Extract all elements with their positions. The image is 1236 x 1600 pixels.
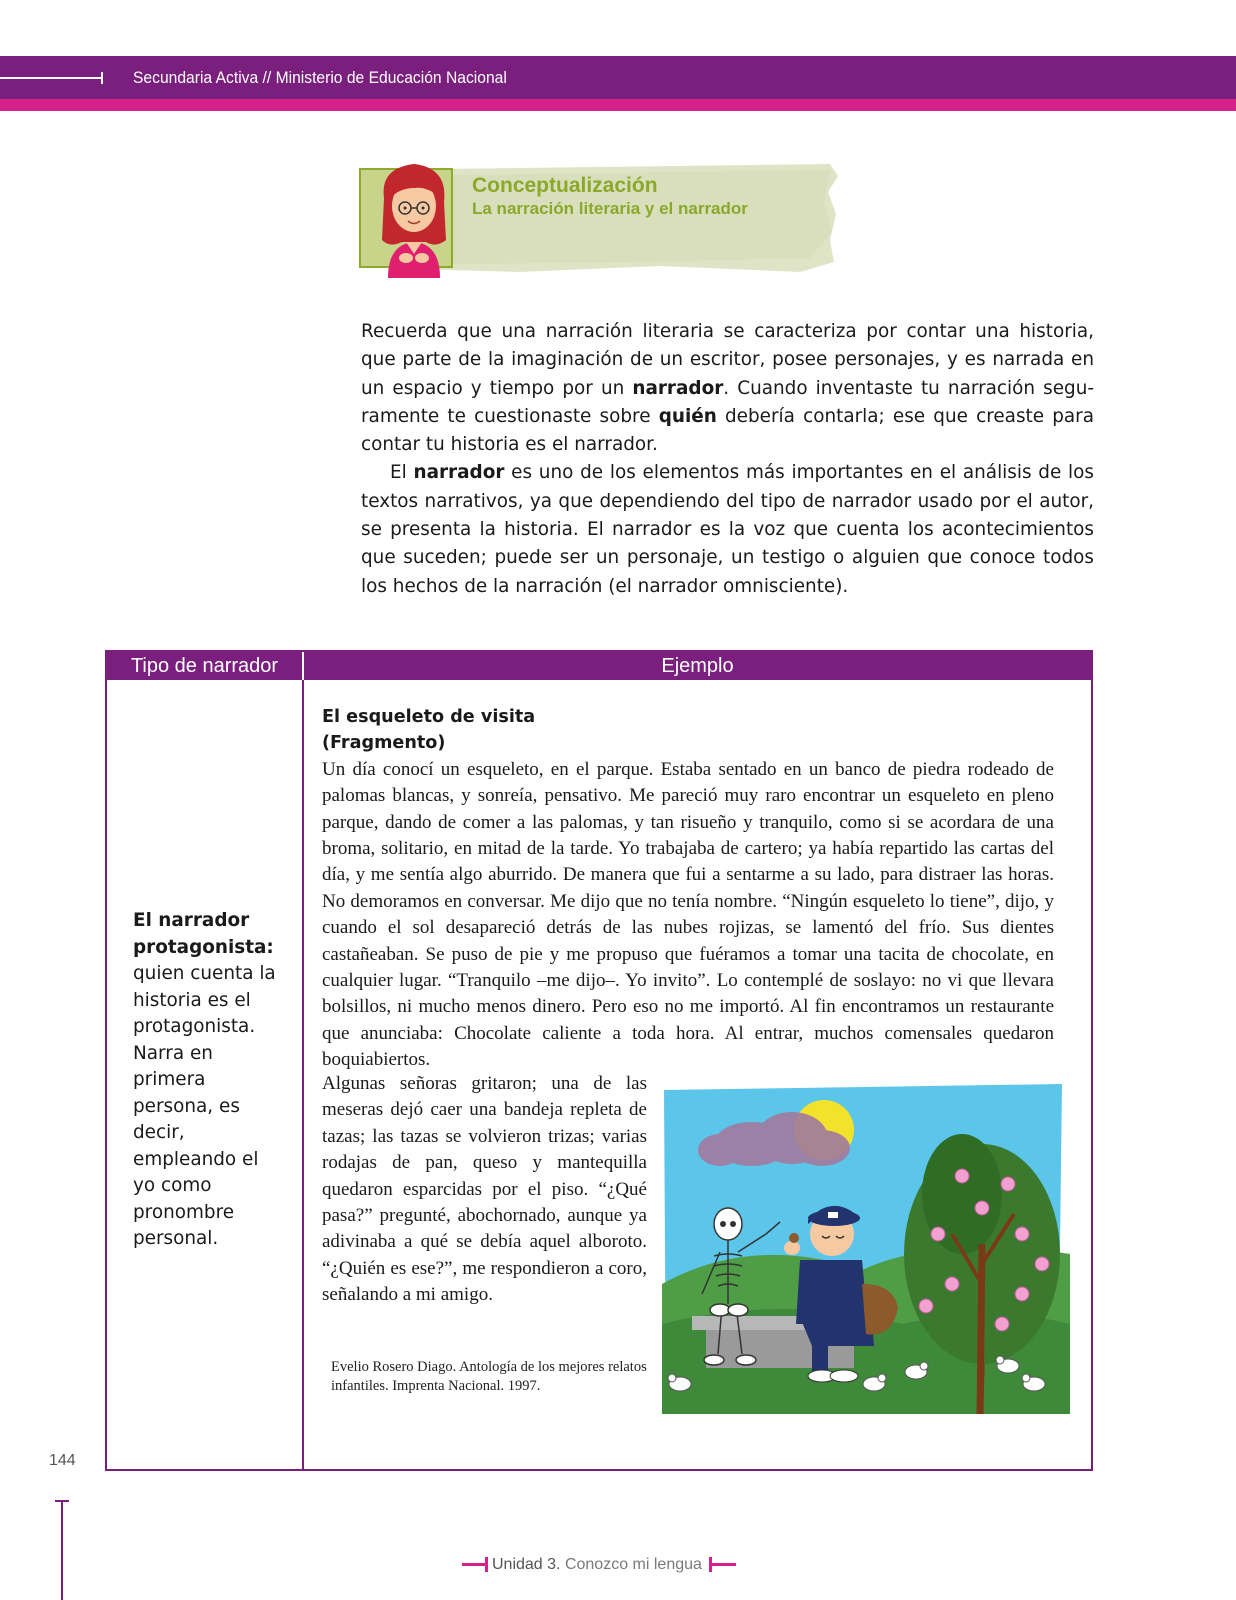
- narrator-type-term: El narrador protagonista:: [133, 910, 274, 958]
- story-title: El esqueleto de visita: [322, 707, 536, 727]
- intro-p1-bold-quien: quién: [658, 405, 717, 427]
- intro-p2-text-c: es uno de los elementos más importantes en el análisis de los textos narrativos, ya que dependiendo del tipo de narrador usado por el autor, se presenta la historia. El narrador es la voz que cuenta los acontecimientos que suceden; puede ser un personaje, un testigo o alguien que conoce todos los hechos de la narración (el narrador omnisciente).: [361, 462, 1094, 597]
- teacher-avatar-icon: [366, 158, 462, 278]
- column-divider: [302, 680, 304, 1469]
- margin-line: [61, 1500, 63, 1600]
- intro-p1-text-a: Recuerda que una narración literaria se caracteriza por contar una historia, que parte de la imaginación de un escritor, posee personajes, y es narrada en un espacio y tiempo por un: [361, 321, 1094, 399]
- narrator-type-cell: [133, 908, 281, 1253]
- narrator-table: [105, 650, 1093, 1471]
- intro-text: [361, 318, 1094, 601]
- story-citation: Evelio Rosero Diago. Antología de los mejores relatos infantiles. Imprenta Nacional. 1997.: [331, 1359, 647, 1394]
- skeleton-and-mailman-illustration: [662, 1084, 1070, 1424]
- intro-p1-text-c: . Cuando inventaste tu narración seguramente te cuestionaste sobre: [361, 377, 1095, 427]
- story-body: Un día conocí un esqueleto, en el parque. Estaba sentado en un banco de piedra rodeado de palomas blancas, y sonreía, pensativo. Me pareció muy raro encontrar un esqueleto en pleno parque, dando de comer a las palomas, y tan risueño y tranquilo, como si se acordara de una broma, solitario, en mitad de la tarde. Yo trabajaba de cartero; ya había repartido las cartas del día, y me sentía algo aburrido. De manera que fui a sentarme a su lado, para distraer las horas. No demoramos en conversar. Me dijo que no tenía nombre. “Ningún esqueleto lo tiene”, dijo, y cuando el sol desapareció detrás de las nubes rojizas, se lamentó del frío. Sus dientes castañeaban. Se puso de pie y me propuso que fuéramos a tomar una tacita de chocolate, en cualquier lugar. “Tranquilo –me dijo–. Yo invito”. Lo contemplé de soslayo: no vi que llevara bolsillos, ni mucho menos dinero. Pero eso no me importó. Al fin encontramos un restaurante que anunciaba: Chocolate caliente a toda hora. Al entrar, muchos comensales quedaron boquiabiertos.: [322, 758, 1054, 1071]
- section-subtitle: La narración literaria y el narrador: [472, 199, 748, 218]
- story-example: [322, 704, 1054, 1074]
- footer-rule-left: [462, 1563, 486, 1566]
- footer-unit-label: [492, 1553, 702, 1577]
- header-rule-tick: [101, 72, 103, 84]
- story-body-continued: Algunas señoras gritaron; una de las meseras dejó caer una bandeja repleta de tazas; las tazas se volvieron trizas; varias rodajas de pan, queso y mantequilla quedaron esparcidas por el piso. “¿Qué pasa?” pregunté, abochornado, aunque ya adivinaba a qué se debía aquel alboroto. “¿Quién es ese?”, me respondieron a coro, señalando a mi amigo.: [322, 1073, 647, 1306]
- story-subtitle: (Fragmento): [322, 733, 446, 754]
- page-number: 144: [49, 1452, 76, 1469]
- intro-p2-text-a: El: [390, 462, 414, 484]
- footer-tick-left: [485, 1557, 488, 1572]
- footer-rule-right: [712, 1563, 736, 1566]
- story-continuation: [322, 1071, 647, 1309]
- intro-paragraph-2: [361, 459, 1094, 600]
- header-rule: [0, 77, 103, 79]
- footer-unit-title: Conozco mi lengua: [560, 1556, 702, 1573]
- intro-p1-bold-narrador: narrador: [632, 377, 724, 399]
- footer-unit: Unidad 3.: [492, 1556, 561, 1573]
- column-header-tipo: Tipo de narrador: [130, 655, 279, 677]
- narrator-type-definition: quien cuenta la historia es el protagonista. Narra en primera persona, es decir, empleando el yo como pronombre personal.: [133, 963, 276, 1249]
- intro-p2-bold-narrador: narrador: [413, 462, 505, 484]
- header-accent-stripe: [0, 99, 1236, 111]
- intro-paragraph-1: [361, 318, 1094, 459]
- intro-p1-text-e: debería contarla; ese que creaste para contar tu historia es el narrador.: [361, 405, 1094, 456]
- column-header-ejemplo: Ejemplo: [661, 655, 734, 677]
- header-title: Secundaria Activa // Ministerio de Educación Nacional: [133, 68, 507, 87]
- table-header: [107, 652, 1091, 680]
- section-title: Conceptualización: [472, 174, 658, 197]
